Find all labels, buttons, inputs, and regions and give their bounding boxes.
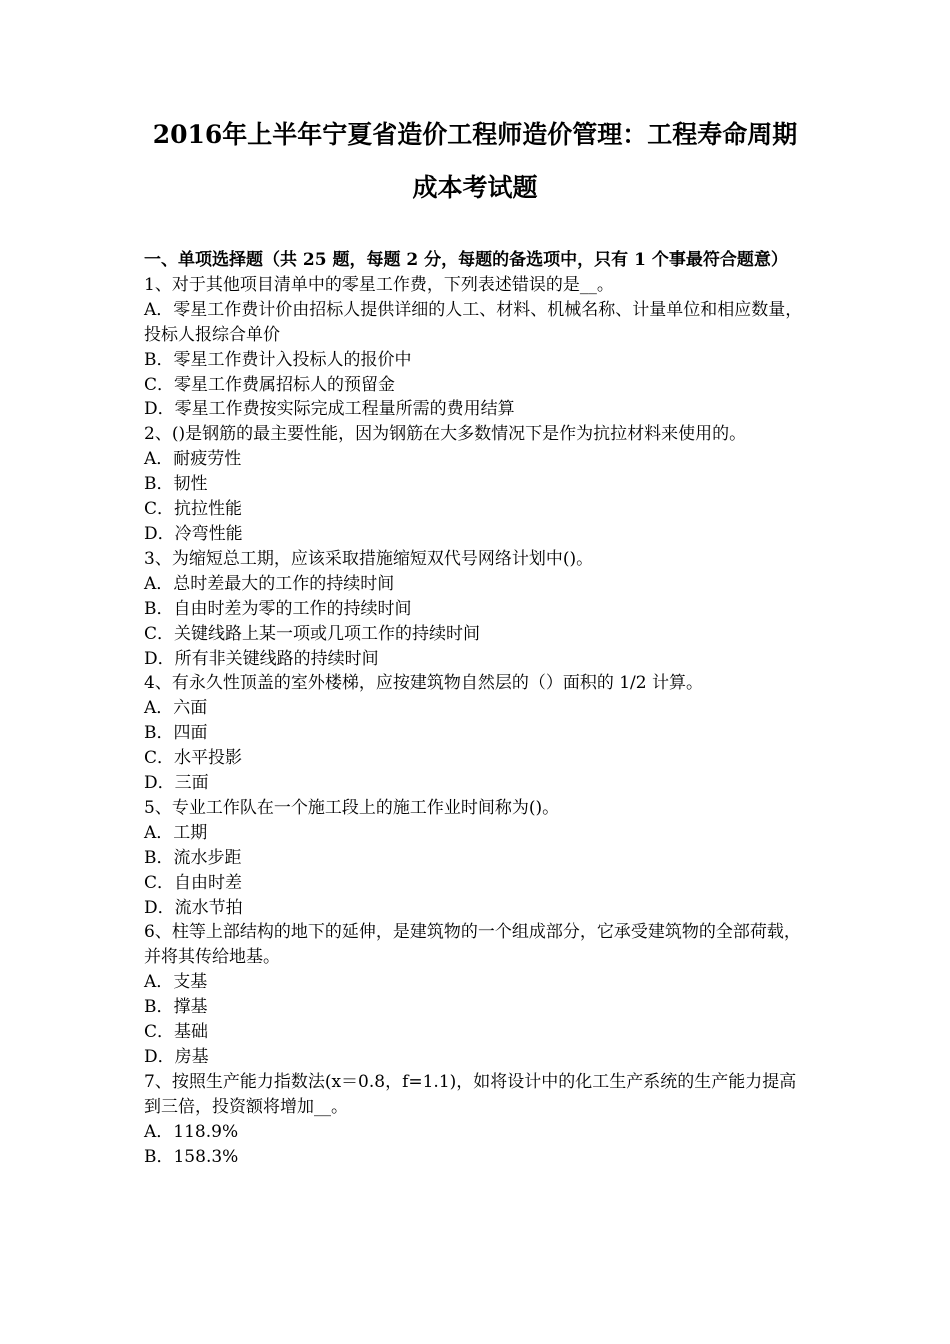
question-3 xyxy=(144,547,809,672)
answer-option: C．基础 xyxy=(144,1022,209,1043)
answer-option: C．关键线路上某一项或几项工作的持续时间 xyxy=(144,623,481,644)
answer-option: B．撑基 xyxy=(144,997,208,1018)
section-heading: 一、单项选择题（共 25 题，每题 2 分，每题的备选项中，只有 1 个事最符合题意） xyxy=(144,250,788,270)
answer-option: B．四面 xyxy=(144,723,208,744)
answer-option: C．零星工作费属招标人的预留金 xyxy=(144,374,396,395)
document-body xyxy=(144,248,809,1170)
question-4 xyxy=(144,671,809,796)
question-6 xyxy=(144,920,809,1069)
answer-option: D．房基 xyxy=(144,1047,209,1067)
answer-option: C．水平投影 xyxy=(144,748,243,769)
answer-option: D．零星工作费按实际完成工程量所需的费用结算 xyxy=(144,399,515,420)
answer-option: D．冷弯性能 xyxy=(144,523,243,544)
question-stem: 4、有永久性顶盖的室外楼梯，应按建筑物自然层的（）面积的 1/2 计算。 xyxy=(144,673,703,694)
answer-option: C．自由时差 xyxy=(144,872,243,893)
document-title-line-2: 成本考试题 xyxy=(412,173,538,202)
question-stem: 3、为缩短总工期，应该采取措施缩短双代号网络计划中()。 xyxy=(144,548,594,569)
question-2 xyxy=(144,422,809,547)
answer-option: B．自由时差为零的工作的持续时间 xyxy=(144,598,412,619)
question-stem: 2、()是钢筋的最主要性能，因为钢筋在大多数情况下是作为抗拉材料来使用的。 xyxy=(144,424,747,445)
answer-option: A．耐疲劳性 xyxy=(144,449,242,470)
answer-option: D．三面 xyxy=(144,773,209,794)
answer-option: B．零星工作费计入投标人的报价中 xyxy=(144,349,412,370)
question-5 xyxy=(144,796,809,921)
question-stem: 6、柱等上部结构的地下的延伸，是建筑物的一个组成部分，它承受建筑物的全部荷载，并将其传给地基。 xyxy=(144,922,801,968)
answer-option: A．总时差最大的工作的持续时间 xyxy=(144,573,395,594)
answer-option: A．零星工作费计价由招标人提供详细的人工、材料、机械名称、计量单位和相应数量，投标人报综合单价 xyxy=(144,299,803,345)
answer-option: B．流水步距 xyxy=(144,847,242,868)
answer-option: B．158.3% xyxy=(144,1146,239,1167)
document-title-line-1: 2016年上半年宁夏省造价工程师造价管理：工程寿命周期 xyxy=(152,120,798,149)
answer-option: B．韧性 xyxy=(144,474,208,495)
answer-option: C．抗拉性能 xyxy=(144,499,243,520)
question-stem: 1、对于其他项目清单中的零星工作费，下列表述错误的是__。 xyxy=(144,274,614,295)
question-7 xyxy=(144,1070,809,1170)
answer-option: A．六面 xyxy=(144,698,208,719)
answer-option: A．工期 xyxy=(144,822,208,843)
answer-option: A．支基 xyxy=(144,972,208,993)
question-stem: 7、按照生产能力指数法(x＝0.8，f=1.1)，如将设计中的化工生产系统的生产能力提高到三倍，投资额将增加__。 xyxy=(144,1071,797,1117)
question-stem: 5、专业工作队在一个施工段上的施工作业时间称为()。 xyxy=(144,797,560,818)
answer-option: D．流水节拍 xyxy=(144,897,243,918)
answer-option: A．118.9% xyxy=(144,1121,239,1142)
question-1 xyxy=(144,273,809,422)
answer-option: D．所有非关键线路的持续时间 xyxy=(144,648,379,669)
